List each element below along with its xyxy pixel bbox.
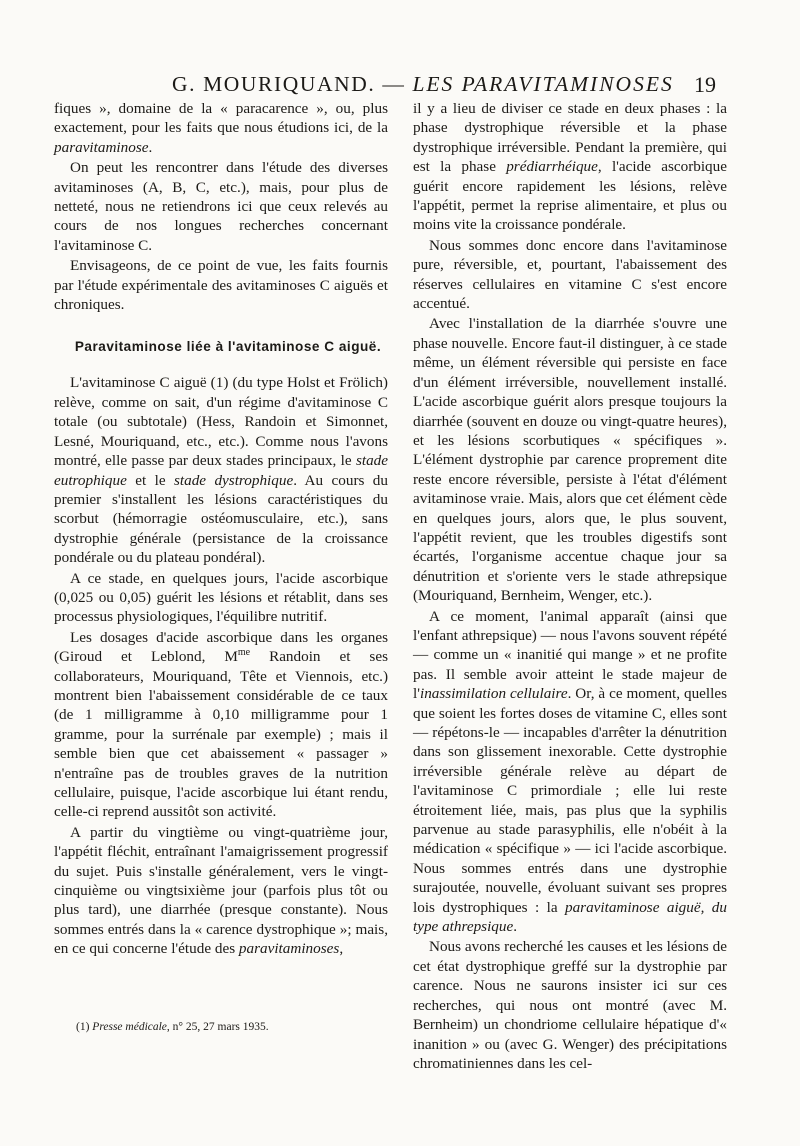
paragraph: il y a lieu de diviser ce stade en deux phases : la phase dystrophique réversible et la phase dystrophique irréversible. Pendant la première, qui est la phase prédiarrhéique, l'acide ascorbique guérit encore rapidement les lésions, relève l'appétit, permet la reprise alimentaire, et plus ou moins vite la croissance pondérale. [413, 100, 727, 234]
paragraph: On peut les rencontrer dans l'étude des diverses avitaminoses (A, B, C, etc.), mais, pour plus de netteté, nous ne retiendrons ici que ceux relevés au cours de nos longues recherches concernant l'avitaminose C. [54, 159, 388, 254]
section-heading: Paravitaminose liée à l'avitaminose C aiguë. [74, 339, 382, 355]
header-author: G. MOURIQUAND. [172, 72, 376, 96]
paragraph: Envisageons, de ce point de vue, les faits fournis par l'étude expérimentale des avitaminoses C aiguës et chroniques. [54, 257, 388, 314]
paragraph: L'avitaminose C aiguë (1) (du type Holst et Frölich) relève, comme on sait, d'un régime d'avitaminose C totale (ou subtotale) (Hess, Randoin et Simonnet, Lesné, Mouriquand, etc., etc.). Comme nous l'avons montré, elle passe par deux stades principaux, le stade eutrophique et le stade dystrophique. Au cours du premier s'installent les lésions caractéristiques du scorbut (hémorragie ostéomusculaire, etc.), sans dystrophie générale (persistance de la croissance pondérale ou du plateau pondéral). [54, 374, 388, 567]
page-number: 19 [694, 72, 716, 97]
running-header [60, 64, 740, 104]
paragraph: Avec l'installation de la diarrhée s'ouvre une phase nouvelle. Encore faut-il distinguer, à ce stade même, un élément réversible qui persiste en face d'un élément irréversible, nouvellement installé. L'acide ascorbique guérit alors presque toujours la diarrhée (souvent en douze ou vingt-quatre heures), et les lésions scorbutiques « spécifiques ». L'élément dystrophie par carence proprement dite reste encore réversible, persiste à l'état d'élément avitaminose vraie. Mais, alors que cet élément cède en quelques jours, alors que, le plus souvent, l'appétit revient, que les troubles digestifs sont écartés, l'organisme accentue chaque jour sa dénutrition et s'oriente vers le stade athrepsique (Mouriquand, Bernheim, Wenger, etc.). [413, 315, 727, 605]
left-column [54, 99, 388, 959]
paragraph: A ce moment, l'animal apparaît (ainsi que l'enfant athrepsique) — nous l'avons souvent répété — comme un « inanitié qui mange » et ne profite pas. Il semble avoir atteint le stade majeur de l'inassimilation cellulaire. Or, à ce moment, quelles que soient les fortes doses de vitamine C, elles sont — répétons-le — incapables d'arrêter la dénutrition dans son glissement inexorable. Cette dystrophie irréversible générale relève au départ de l'avitaminose C primordiale ; elle lui reste étroitement liée, mais, pas plus que la syphilis parvenue au stade parasyphilis, elle n'obéit à la médication « spécifique » — ici l'acide ascorbique. Nous sommes entrés dans une dystrophie surajoutée, nouvelle, évoluant suivant ses propres lois dystrophiques : la paravitaminose aiguë, du type athrepsique. [413, 607, 727, 936]
header-title: LES PARAVITAMINOSES [412, 72, 674, 96]
paragraph: A ce stade, en quelques jours, l'acide ascorbique (0,025 ou 0,05) guérit les lésions et rétablit, dans ses processus physiologiques, l'équilibre nutritif. [54, 569, 388, 626]
paragraph: Nous sommes donc encore dans l'avitaminose pure, réversible, et, pourtant, l'abaissement des réserves cellulaires en vitamine C s'est encore accentué. [413, 236, 727, 313]
running-head [172, 72, 674, 97]
right-column [413, 99, 727, 1073]
paragraph: Nous avons recherché les causes et les lésions de cet état dystrophique greffé sur la dystrophie par carence. Nous ne saurons insister ici sur ces recherches, qui nous ont montré (avec M. Bernheim) un chondriome cellulaire hépatique d'« inanition » ou (avec G. Wenger) des précipitations chromatiniennes dans les cel- [413, 938, 727, 1072]
header-dash: — [382, 72, 406, 96]
footnote: (1) Presse médicale, n° 25, 27 mars 1935. [76, 1021, 269, 1033]
paragraph: Les dosages d'acide ascorbique dans les organes (Giroud et Leblond, $M^{me}$ Randoin et ses collaborateurs, Mouriquand, Tête et Viennois, etc.) montrent bien l'abaissement considérable de ce taux (de 1 milligramme à 0,10 milligramme pour 1 gramme, pour la surrénale par exemple) ; mais il semble bien que cet abaissement « passager » n'entraîne pas de troubles graves de la nutrition cellulaire, puisque, l'acide ascorbique lui étant rendu, celle-ci reprend aussitôt son activité. [54, 628, 388, 821]
paragraph: fiques », domaine de la « paracarence », ou, plus exactement, pour les faits que nous étudions ici, de la paravitaminose. [54, 100, 388, 156]
paragraph: A partir du vingtième ou vingt-quatrième jour, l'appétit fléchit, entraînant l'amaigrissement progressif du sujet. Puis s'installe généralement, vers le vingt-cinquième ou vingtsixième jour (parfois plus tôt ou plus tard), une diarrhée (presque constante). Nous sommes entrés dans la « carence dystrophique »; mais, en ce qui concerne l'étude des paravitaminoses, [54, 823, 388, 958]
